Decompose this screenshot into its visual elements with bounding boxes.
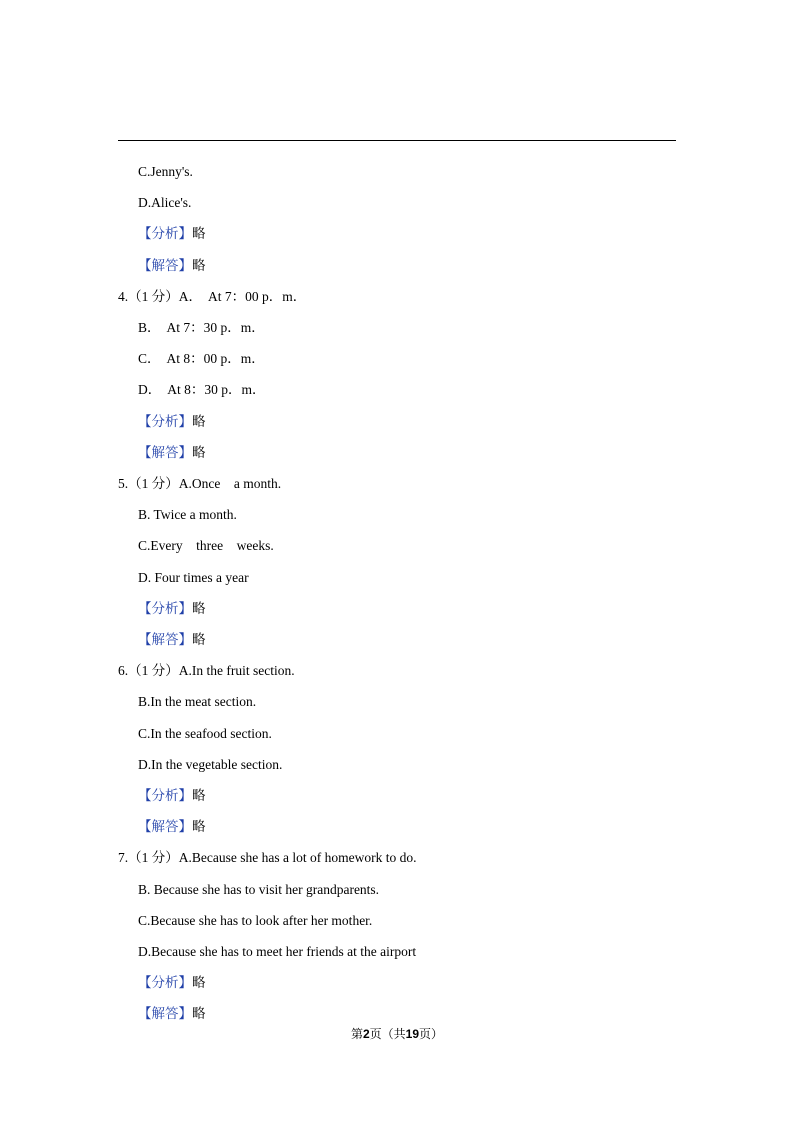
section-text: 略 xyxy=(192,600,206,616)
option-line: B.In the meat section. xyxy=(138,694,257,710)
section-tag: 【分析】 xyxy=(138,413,192,429)
header-rule xyxy=(118,140,676,141)
analysis-line xyxy=(138,967,206,998)
question-line: 6.（1 分）A.In the fruit section. xyxy=(118,663,295,679)
footer-page-number: 2 xyxy=(362,1027,370,1041)
section-tag: 【分析】 xyxy=(138,975,192,991)
option-line: D． At 8：30 p．m． xyxy=(138,382,266,398)
section-tag: 【分析】 xyxy=(138,600,192,616)
page-footer xyxy=(0,1025,794,1043)
section-tag: 【分析】 xyxy=(138,226,192,242)
option-line: C.In the seafood section. xyxy=(138,725,272,741)
option-line: D.Alice's. xyxy=(138,195,192,211)
section-tag: 【解答】 xyxy=(138,257,192,273)
option-line: D. Four times a year xyxy=(138,569,249,585)
question-line: 7.（1 分）A.Because she has a lot of homework to do. xyxy=(118,850,417,866)
section-text: 略 xyxy=(192,1006,206,1022)
analysis-line xyxy=(138,437,206,468)
section-text: 略 xyxy=(192,226,206,242)
question-line: 4.（1 分）A． At 7：00 p．m． xyxy=(118,288,307,304)
section-text: 略 xyxy=(192,975,206,991)
footer-middle: 页（共 xyxy=(369,1027,406,1041)
analysis-line xyxy=(138,811,206,842)
analysis-line xyxy=(138,218,206,249)
option-line: D.Because she has to meet her friends at the airport xyxy=(138,944,417,959)
section-tag: 【解答】 xyxy=(138,819,192,835)
section-text: 略 xyxy=(192,413,206,429)
option-line: B. Twice a month. xyxy=(138,507,237,523)
section-text: 略 xyxy=(192,444,206,460)
option-line: B． At 7：30 p．m． xyxy=(138,320,265,335)
analysis-line xyxy=(138,406,206,437)
footer-prefix: 第 xyxy=(350,1027,363,1041)
section-text: 略 xyxy=(192,819,206,835)
section-tag: 【解答】 xyxy=(138,444,192,460)
footer-suffix: 页） xyxy=(419,1027,444,1041)
section-text: 略 xyxy=(192,257,206,273)
section-tag: 【解答】 xyxy=(138,632,192,647)
option-line: C.Jenny's. xyxy=(138,164,193,179)
analysis-line xyxy=(138,624,206,655)
question-line: 5.（1 分）A.Once a month. xyxy=(118,476,282,491)
section-tag: 【分析】 xyxy=(138,788,192,803)
option-line: C． At 8：00 p．m． xyxy=(138,351,265,367)
option-line: C.Because she has to look after her mother. xyxy=(138,912,373,928)
section-text: 略 xyxy=(192,632,206,647)
option-line: D.In the vegetable section. xyxy=(138,756,283,772)
option-line: C.Every three weeks. xyxy=(138,538,274,554)
option-line: B. Because she has to visit her grandparents. xyxy=(138,881,380,897)
analysis-line xyxy=(138,780,206,811)
section-tag: 【解答】 xyxy=(138,1006,192,1022)
footer-total-pages: 19 xyxy=(405,1027,420,1041)
section-text: 略 xyxy=(192,788,206,803)
analysis-line xyxy=(138,250,206,281)
analysis-line xyxy=(138,593,206,624)
